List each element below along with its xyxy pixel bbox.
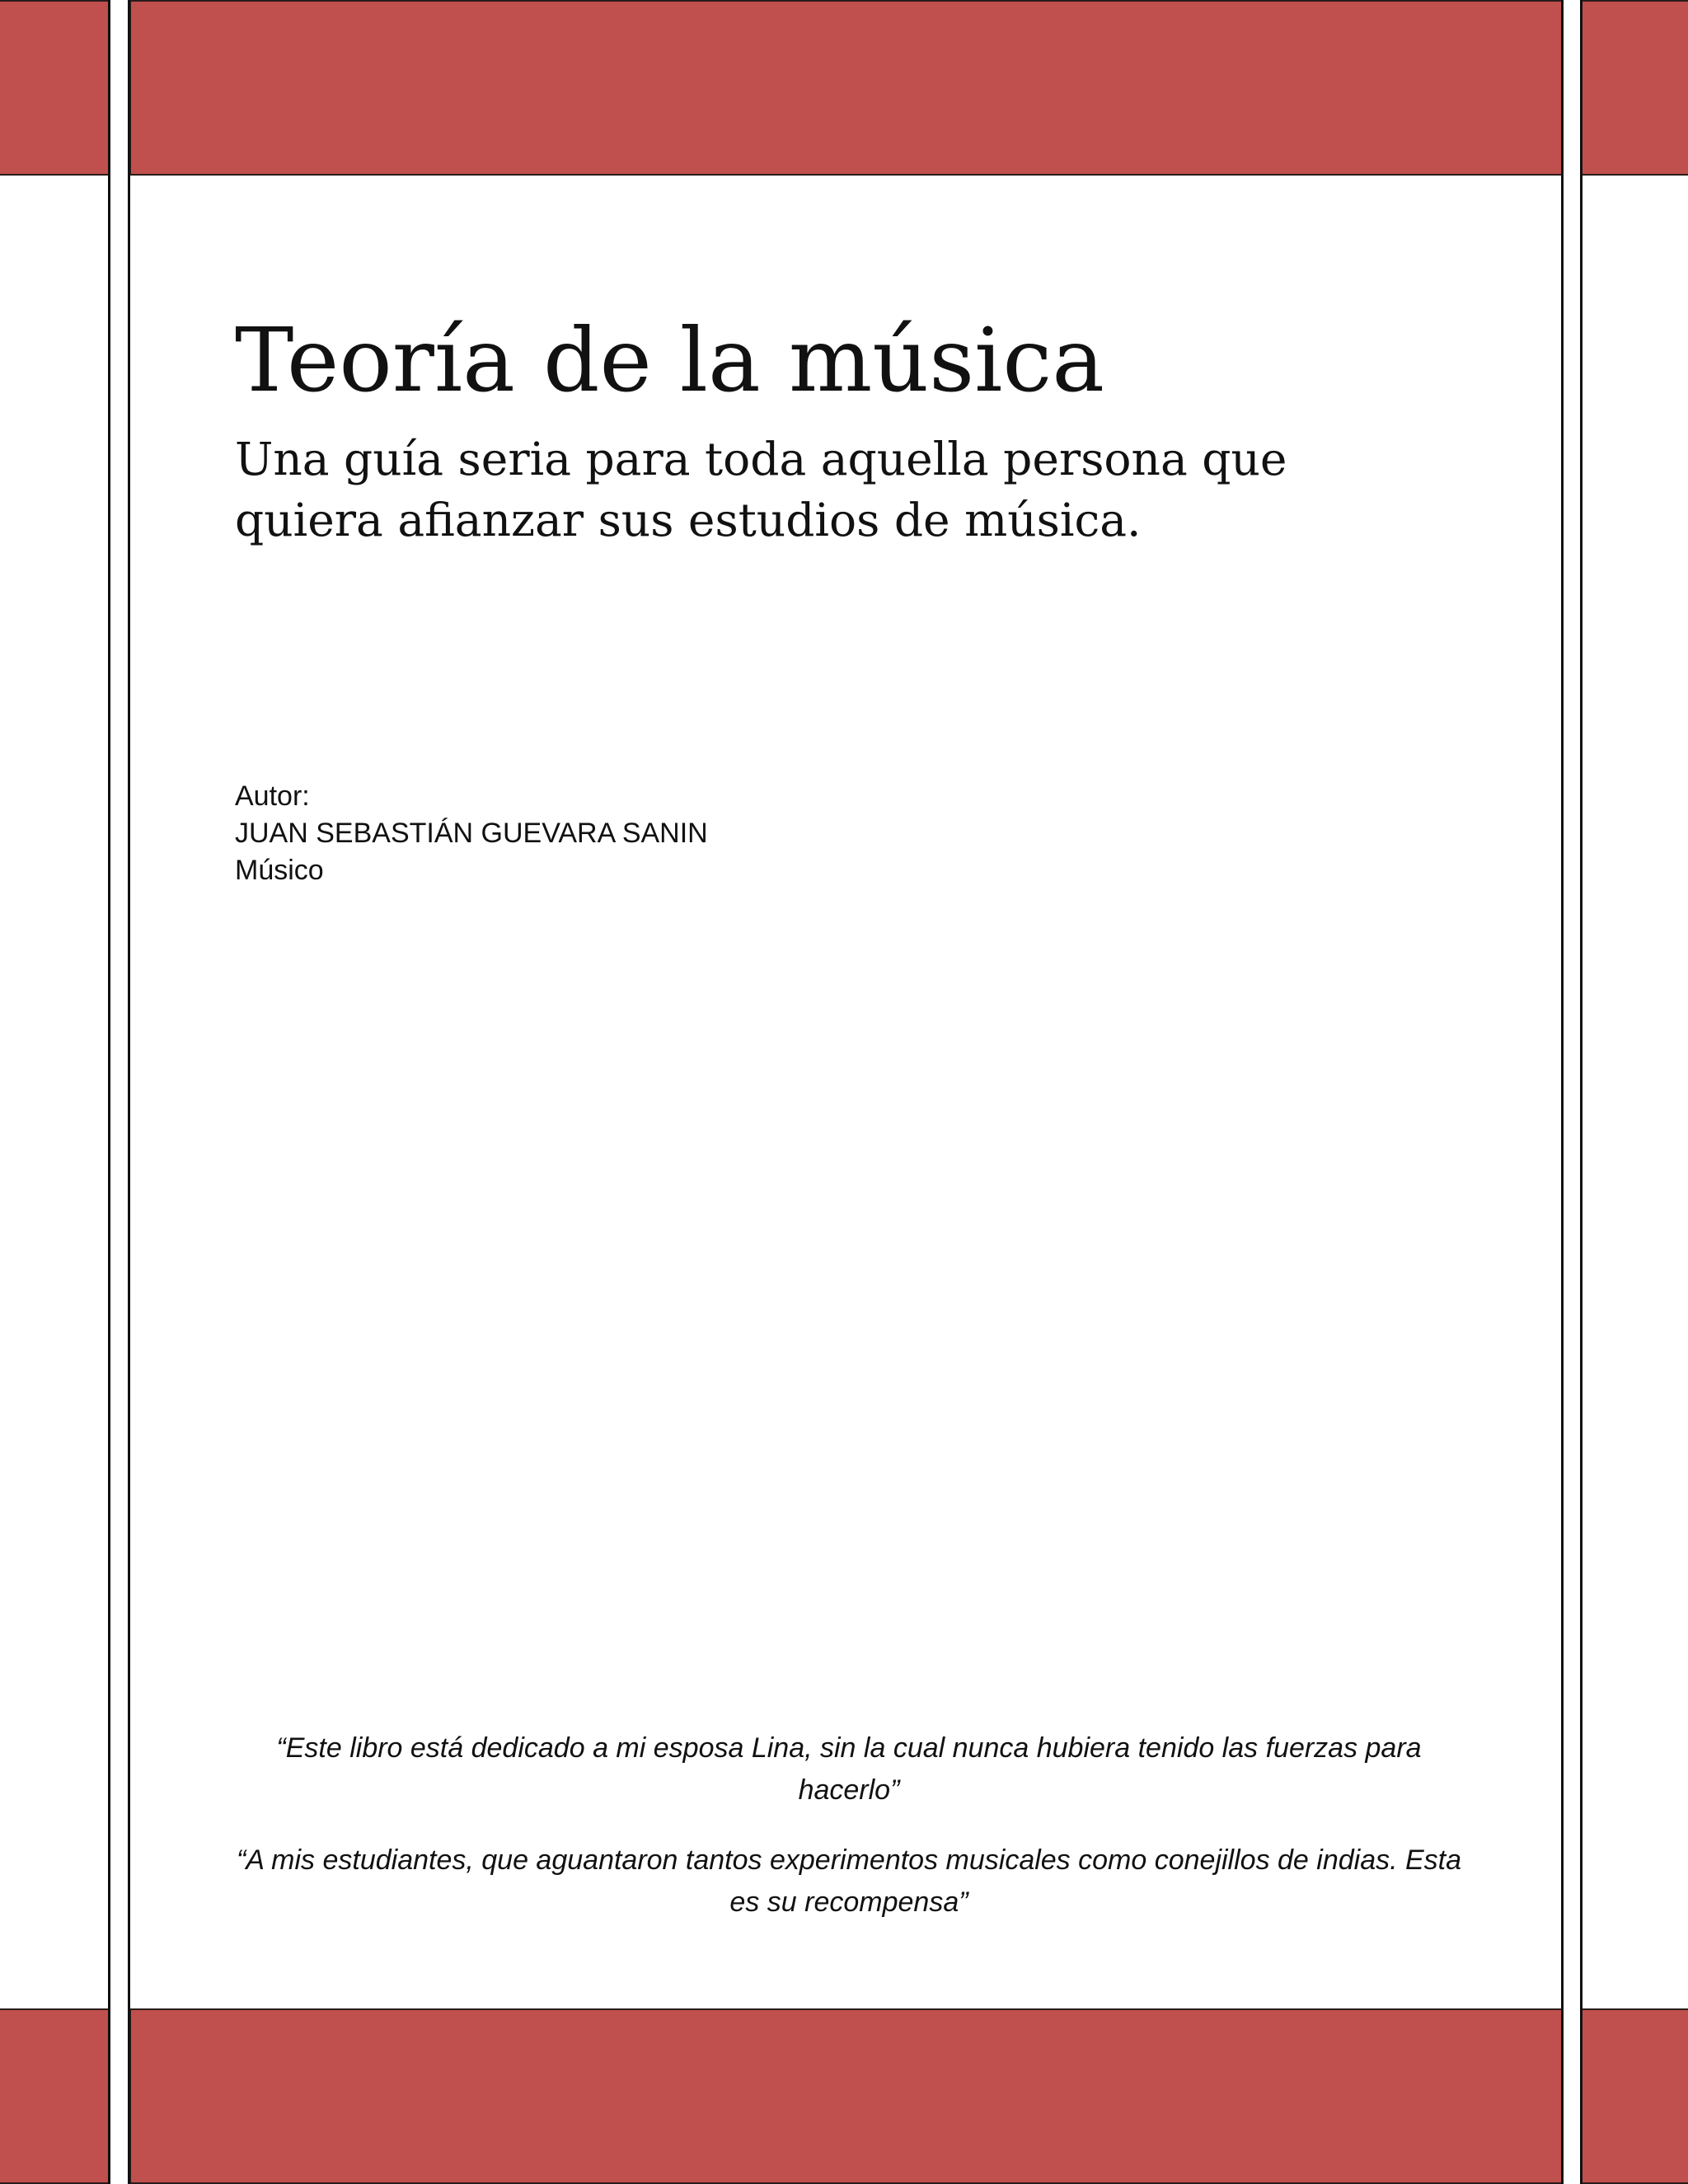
frame-line-left-inner [128,0,130,2184]
bottom-band-right [1581,2008,1688,2184]
page-title: Teoría de la música [235,310,1105,412]
author-role: Músico [235,855,324,886]
author-name: JUAN SEBASTIÁN GUEVARA SANIN [235,818,708,849]
dedication-wife: “Este libro está dedicado a mi esposa Lina, sin la cual nunca hubiera tenido las fuerzas para hacerlo” [276,1732,1422,1806]
frame-line-left-outer [108,0,110,2184]
bottom-band-left [0,2008,110,2184]
page-subtitle: Una guía seria para toda aquella persona que quiera afianzar sus estudios de música. [235,433,1287,546]
dedications [231,1727,1467,1952]
top-band-right [1581,0,1688,176]
author-label: Autor: [235,780,310,812]
frame-line-right-outer [1580,0,1582,2184]
bottom-band-center [129,2008,1563,2184]
top-band-left [0,0,110,176]
frame-line-right-inner [1561,0,1564,2184]
dedication-students: “A mis estudiantes, que aguantaron tantos experimentos musicales como conejillos de indias. Esta es su recompensa” [236,1844,1462,1918]
author-block [235,778,708,889]
top-band-center [129,0,1563,176]
